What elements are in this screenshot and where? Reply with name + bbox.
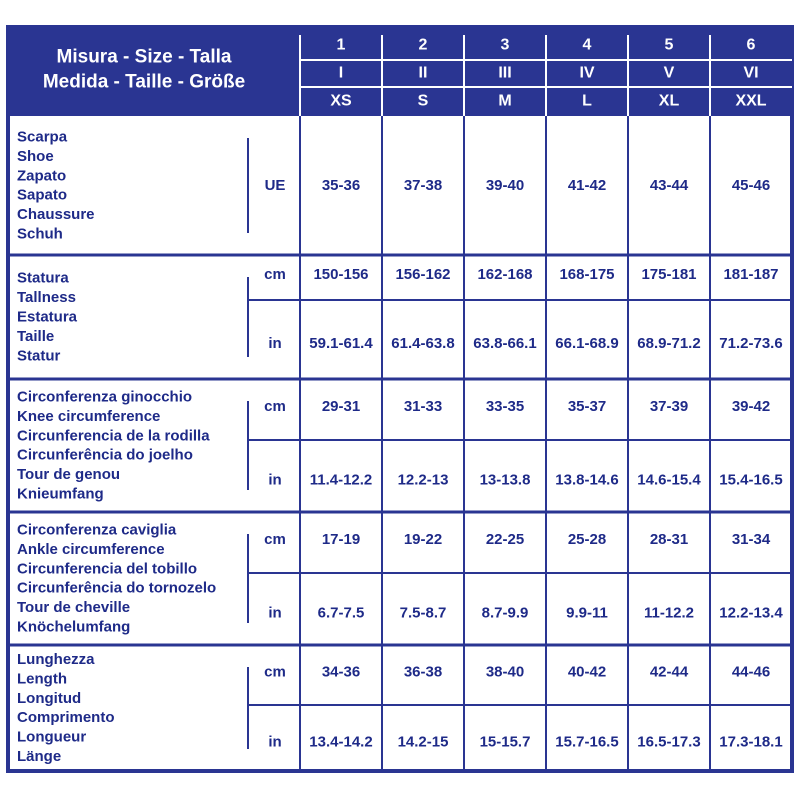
size-value: 12.2-13.4 bbox=[719, 604, 783, 622]
label-ankle: Circonferenza caviglia bbox=[17, 521, 177, 539]
size-letter: M bbox=[498, 92, 512, 110]
size-value: 61.4-63.8 bbox=[391, 335, 455, 352]
size-value: 28-31 bbox=[649, 531, 689, 548]
label-knee: Tour de genou bbox=[17, 466, 121, 484]
size-value: 37-39 bbox=[649, 398, 689, 415]
size-number: 2 bbox=[418, 36, 428, 54]
unit-in-label: in bbox=[268, 604, 282, 622]
size-letter: XXL bbox=[735, 92, 767, 110]
size-value: 15.4-16.5 bbox=[719, 471, 783, 489]
label-length: Longitud bbox=[17, 689, 82, 707]
size-value: 168-175 bbox=[559, 266, 615, 283]
size-value: 40-42 bbox=[567, 663, 607, 681]
size-value: 150-156 bbox=[313, 266, 369, 283]
size-value: 59.1-61.4 bbox=[309, 335, 373, 352]
size-value: 33-35 bbox=[485, 398, 525, 415]
size-value: 39-40 bbox=[485, 177, 525, 194]
size-value: 8.7-9.9 bbox=[481, 604, 529, 622]
size-value: 9.9-11 bbox=[566, 604, 608, 622]
label-shoe: Zapato bbox=[17, 167, 67, 185]
size-number: 3 bbox=[500, 36, 510, 54]
size-value: 17.3-18.1 bbox=[719, 733, 783, 751]
size-value: 44-46 bbox=[731, 663, 771, 681]
label-ankle: Circunferencia del tobillo bbox=[17, 560, 198, 578]
size-roman: IV bbox=[579, 64, 595, 82]
size-value: 162-168 bbox=[477, 266, 533, 283]
size-value: 25-28 bbox=[567, 531, 607, 548]
label-length: Lunghezza bbox=[17, 651, 95, 668]
size-value: 13.8-14.6 bbox=[555, 471, 619, 489]
label-height: Statura bbox=[17, 269, 69, 287]
size-value: 31-34 bbox=[731, 531, 771, 548]
size-number: 6 bbox=[746, 36, 756, 54]
label-height: Statur bbox=[17, 347, 61, 365]
size-value: 13.4-14.2 bbox=[309, 733, 373, 751]
label-shoe: Chaussure bbox=[17, 206, 95, 224]
label-shoe: Schuh bbox=[17, 225, 63, 243]
size-number: 4 bbox=[582, 36, 592, 54]
size-roman: V bbox=[663, 64, 675, 82]
unit-cm-label: cm bbox=[264, 266, 286, 283]
label-ankle: Circunferência do tornozelo bbox=[17, 579, 217, 597]
unit-in-label: in bbox=[268, 335, 282, 352]
size-value: 36-38 bbox=[403, 663, 443, 681]
label-shoe: Sapato bbox=[17, 186, 68, 204]
header-title-line2: Medida - Taille - Größe bbox=[42, 71, 246, 93]
size-value: 41-42 bbox=[567, 177, 607, 194]
size-number: 1 bbox=[336, 36, 346, 54]
label-length: Comprimento bbox=[17, 709, 115, 727]
label-knee: Circunferencia de la rodilla bbox=[17, 427, 210, 445]
label-ankle: Tour de cheville bbox=[17, 599, 131, 617]
header-title-line1: Misura - Size - Talla bbox=[56, 46, 232, 68]
size-value: 156-162 bbox=[395, 266, 451, 283]
unit-cm-label: cm bbox=[264, 663, 286, 681]
size-letter: XL bbox=[658, 92, 680, 110]
size-value: 15-15.7 bbox=[479, 733, 531, 751]
label-shoe: Scarpa bbox=[17, 128, 68, 146]
size-value: 66.1-68.9 bbox=[555, 335, 619, 352]
label-height: Tallness bbox=[17, 289, 76, 307]
size-roman: VI bbox=[743, 64, 759, 82]
size-value: 43-44 bbox=[649, 177, 689, 194]
size-letter: S bbox=[417, 92, 429, 110]
size-value: 31-33 bbox=[403, 398, 443, 415]
size-value: 19-22 bbox=[403, 531, 443, 548]
size-value: 42-44 bbox=[649, 663, 689, 681]
unit-in-label: in bbox=[268, 471, 282, 489]
size-value: 35-36 bbox=[321, 177, 361, 194]
size-roman: III bbox=[498, 64, 512, 82]
size-value: 37-38 bbox=[403, 177, 443, 194]
size-value: 13-13.8 bbox=[479, 471, 531, 489]
label-ankle: Knöchelumfang bbox=[17, 618, 131, 636]
size-value: 6.7-7.5 bbox=[317, 604, 365, 622]
size-value: 14.6-15.4 bbox=[637, 471, 701, 489]
size-value: 68.9-71.2 bbox=[637, 335, 701, 352]
label-knee: Circunferência do joelho bbox=[17, 446, 193, 464]
size-value: 34-36 bbox=[321, 663, 361, 681]
size-value: 7.5-8.7 bbox=[399, 604, 447, 622]
label-height: Estatura bbox=[17, 308, 78, 326]
label-knee: Knee circumference bbox=[17, 407, 161, 425]
size-value: 63.8-66.1 bbox=[473, 335, 537, 352]
size-value: 11-12.2 bbox=[643, 604, 695, 622]
size-value: 16.5-17.3 bbox=[637, 733, 701, 751]
label-length: Länge bbox=[17, 748, 62, 765]
label-knee: Knieumfang bbox=[17, 485, 104, 503]
size-value: 35-37 bbox=[567, 398, 607, 415]
label-height: Taille bbox=[17, 327, 55, 345]
label-shoe: Shoe bbox=[17, 147, 54, 165]
size-roman: II bbox=[418, 64, 428, 82]
size-value: 29-31 bbox=[321, 398, 361, 415]
size-value: 15.7-16.5 bbox=[555, 733, 619, 751]
label-length: Length bbox=[17, 670, 67, 688]
size-value: 14.2-15 bbox=[397, 733, 449, 751]
unit-in-label: in bbox=[268, 733, 282, 751]
size-letter: L bbox=[582, 92, 592, 110]
label-ankle: Ankle circumference bbox=[17, 540, 165, 558]
size-value: 71.2-73.6 bbox=[719, 335, 783, 352]
size-value: 39-42 bbox=[731, 398, 771, 415]
size-value: 175-181 bbox=[641, 266, 697, 283]
unit-cm-label: cm bbox=[264, 531, 286, 548]
size-roman: I bbox=[338, 64, 344, 82]
size-number: 5 bbox=[664, 36, 674, 54]
unit-UE-label: UE bbox=[264, 177, 286, 194]
size-value: 45-46 bbox=[731, 177, 771, 194]
size-value: 38-40 bbox=[485, 663, 525, 681]
size-value: 11.4-12.2 bbox=[309, 471, 373, 489]
label-knee: Circonferenza ginocchio bbox=[17, 388, 193, 406]
label-length: Longueur bbox=[17, 728, 87, 746]
unit-cm-label: cm bbox=[264, 398, 286, 415]
size-letter: XS bbox=[330, 92, 352, 110]
size-value: 17-19 bbox=[321, 531, 361, 548]
size-value: 181-187 bbox=[723, 266, 779, 283]
size-value: 22-25 bbox=[485, 531, 525, 548]
size-value: 12.2-13 bbox=[397, 471, 449, 489]
